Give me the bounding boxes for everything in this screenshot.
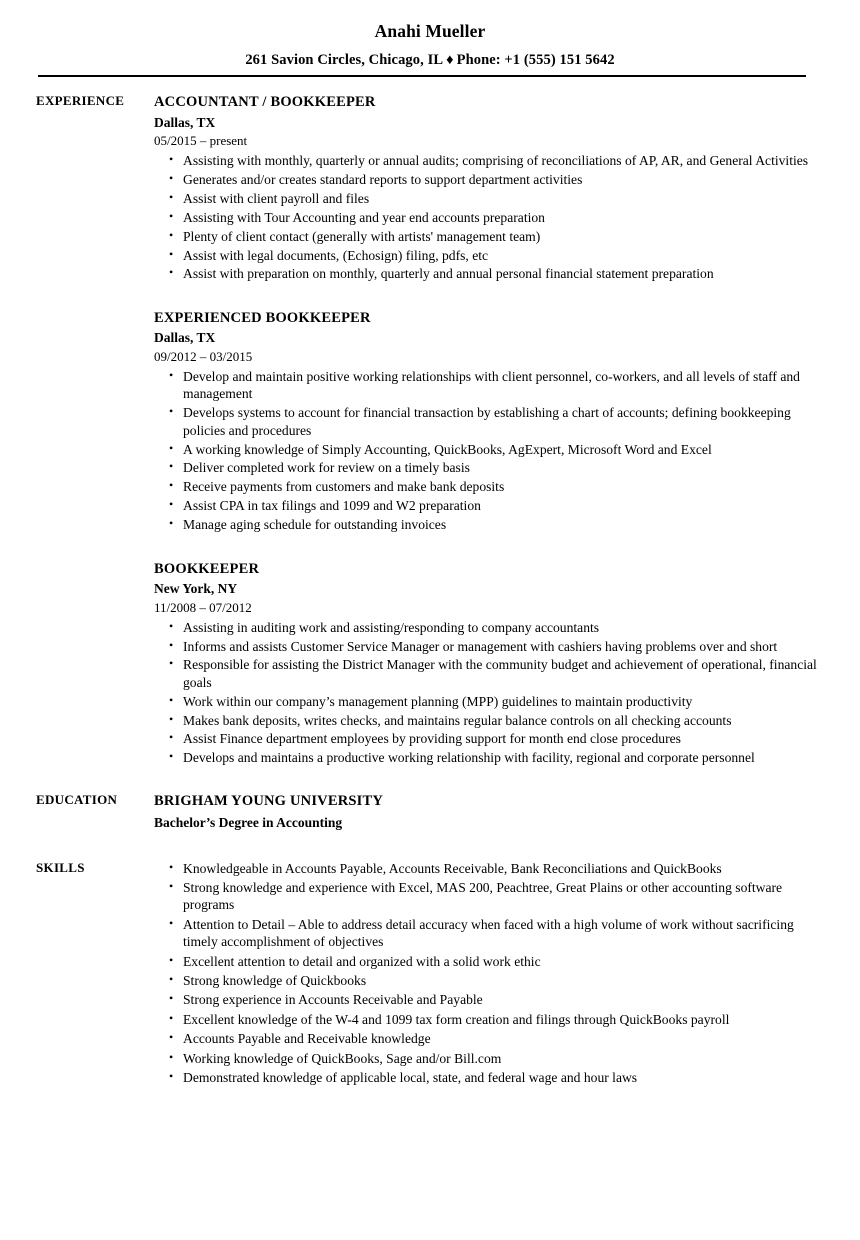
education-body — [154, 792, 830, 832]
list-item: • Assisting in auditing work and assisting/responding to company accountants — [154, 619, 830, 636]
list-item: • Strong knowledge and experience with Excel, MAS 200, Peachtree, Great Plains or other accounting software programs — [154, 879, 830, 914]
list-item: • Strong knowledge of Quickbooks — [154, 972, 830, 989]
job-title: ACCOUNTANT / BOOKKEEPER — [154, 94, 376, 110]
job-dates: 11/2008 – 07/2012 — [154, 599, 252, 615]
list-item: • Demonstrated knowledge of applicable local, state, and federal wage and hour laws — [154, 1069, 830, 1086]
experience-body — [154, 93, 830, 768]
section-label-experience: EXPERIENCE — [36, 93, 125, 108]
skills-bullet-list — [154, 860, 830, 1087]
list-item: • Develops and maintains a productive working relationship with facility, regional and corporate personnel — [154, 749, 830, 766]
contact-line — [0, 51, 860, 69]
list-item: • Develop and maintain positive working relationships with client personnel, co-workers, and all levels of staff and management — [154, 368, 830, 403]
diamond-separator-icon: ♦ — [446, 51, 454, 68]
list-item: • Assisting with monthly, quarterly or annual audits; comprising of reconciliations of AP, AR, and General Activities — [154, 152, 830, 169]
list-item: • Deliver completed work for review on a timely basis — [154, 459, 830, 476]
list-item: • Work within our company’s management planning (MPP) guidelines to maintain productivity — [154, 693, 830, 710]
list-item: • Assisting with Tour Accounting and year end accounts preparation — [154, 209, 830, 226]
job-title: EXPERIENCED BOOKKEEPER — [154, 309, 371, 326]
job-entry — [154, 560, 830, 767]
list-item: • Knowledgeable in Accounts Payable, Accounts Receivable, Bank Reconciliations and QuickBooks — [154, 860, 830, 877]
list-item: • Assist CPA in tax filings and 1099 and W2 preparation — [154, 497, 830, 514]
list-item: • Excellent knowledge of the W-4 and 1099 tax form creation and filings through QuickBooks payroll — [154, 1011, 830, 1028]
header-divider — [38, 75, 806, 77]
list-item: • A working knowledge of Simply Accounting, QuickBooks, AgExpert, Microsoft Word and Excel — [154, 441, 830, 458]
contact-address: 261 Savion Circles, Chicago, IL — [245, 51, 444, 68]
skills-section — [0, 860, 860, 1089]
education-entry — [154, 792, 830, 832]
section-label-education: EDUCATION — [36, 792, 118, 808]
job-entry — [154, 93, 830, 283]
skills-body — [154, 860, 830, 1089]
job-bullet-list — [154, 152, 830, 283]
list-item: • Accounts Payable and Receivable knowledge — [154, 1030, 830, 1047]
job-location: Dallas, TX — [154, 114, 216, 130]
job-bullet-list — [154, 619, 830, 767]
education-section — [0, 792, 860, 832]
list-item: • Makes bank deposits, writes checks, and maintains regular balance controls on all checking accounts — [154, 712, 830, 729]
job-entry — [154, 309, 830, 534]
education-school: BRIGHAM YOUNG UNIVERSITY — [154, 793, 384, 810]
list-item: • Assist Finance department employees by providing support for month end close procedures — [154, 730, 830, 747]
job-title: BOOKKEEPER — [154, 560, 260, 577]
list-item: • Plenty of client contact (generally with artists' management team) — [154, 228, 830, 245]
job-dates: 05/2015 – present — [154, 133, 248, 149]
education-degree: Bachelor’s Degree in Accounting — [154, 814, 343, 830]
list-item: • Excellent attention to detail and organized with a solid work ethic — [154, 953, 830, 970]
list-item: • Assist with client payroll and files — [154, 190, 830, 207]
list-item: • Assist with preparation on monthly, quarterly and annual personal financial statement preparation — [154, 265, 830, 282]
section-label-skills: SKILLS — [36, 859, 85, 875]
job-location: New York, NY — [154, 581, 238, 597]
candidate-name: Anahi Mueller — [374, 21, 486, 41]
list-item: • Manage aging schedule for outstanding invoices — [154, 516, 830, 533]
list-item: • Responsible for assisting the District Manager with the community budget and achievement of operational, financial goals — [154, 656, 830, 691]
list-item: • Receive payments from customers and make bank deposits — [154, 478, 830, 495]
list-item: • Generates and/or creates standard reports to support department activities — [154, 171, 830, 188]
list-item: • Working knowledge of QuickBooks, Sage and/or Bill.com — [154, 1050, 830, 1067]
job-bullet-list — [154, 368, 830, 534]
contact-phone: Phone: +1 (555) 151 5642 — [456, 51, 615, 68]
list-item: • Informs and assists Customer Service Manager or management with cashiers having problems over and short — [154, 638, 830, 655]
list-item: • Develops systems to account for financial transaction by establishing a chart of accounts; defining bookkeeping policies and procedures — [154, 404, 830, 439]
job-dates: 09/2012 – 03/2015 — [154, 349, 253, 365]
list-item: • Attention to Detail – Able to address detail accuracy when faced with a high volume of work without sacrificing timely accomplishment of objectives — [154, 916, 830, 951]
job-location: Dallas, TX — [154, 330, 216, 346]
experience-section — [0, 93, 860, 768]
list-item: • Strong experience in Accounts Receivable and Payable — [154, 991, 830, 1008]
list-item: • Assist with legal documents, (Echosign) filing, pdfs, etc — [154, 247, 830, 264]
resume-header — [0, 0, 860, 69]
